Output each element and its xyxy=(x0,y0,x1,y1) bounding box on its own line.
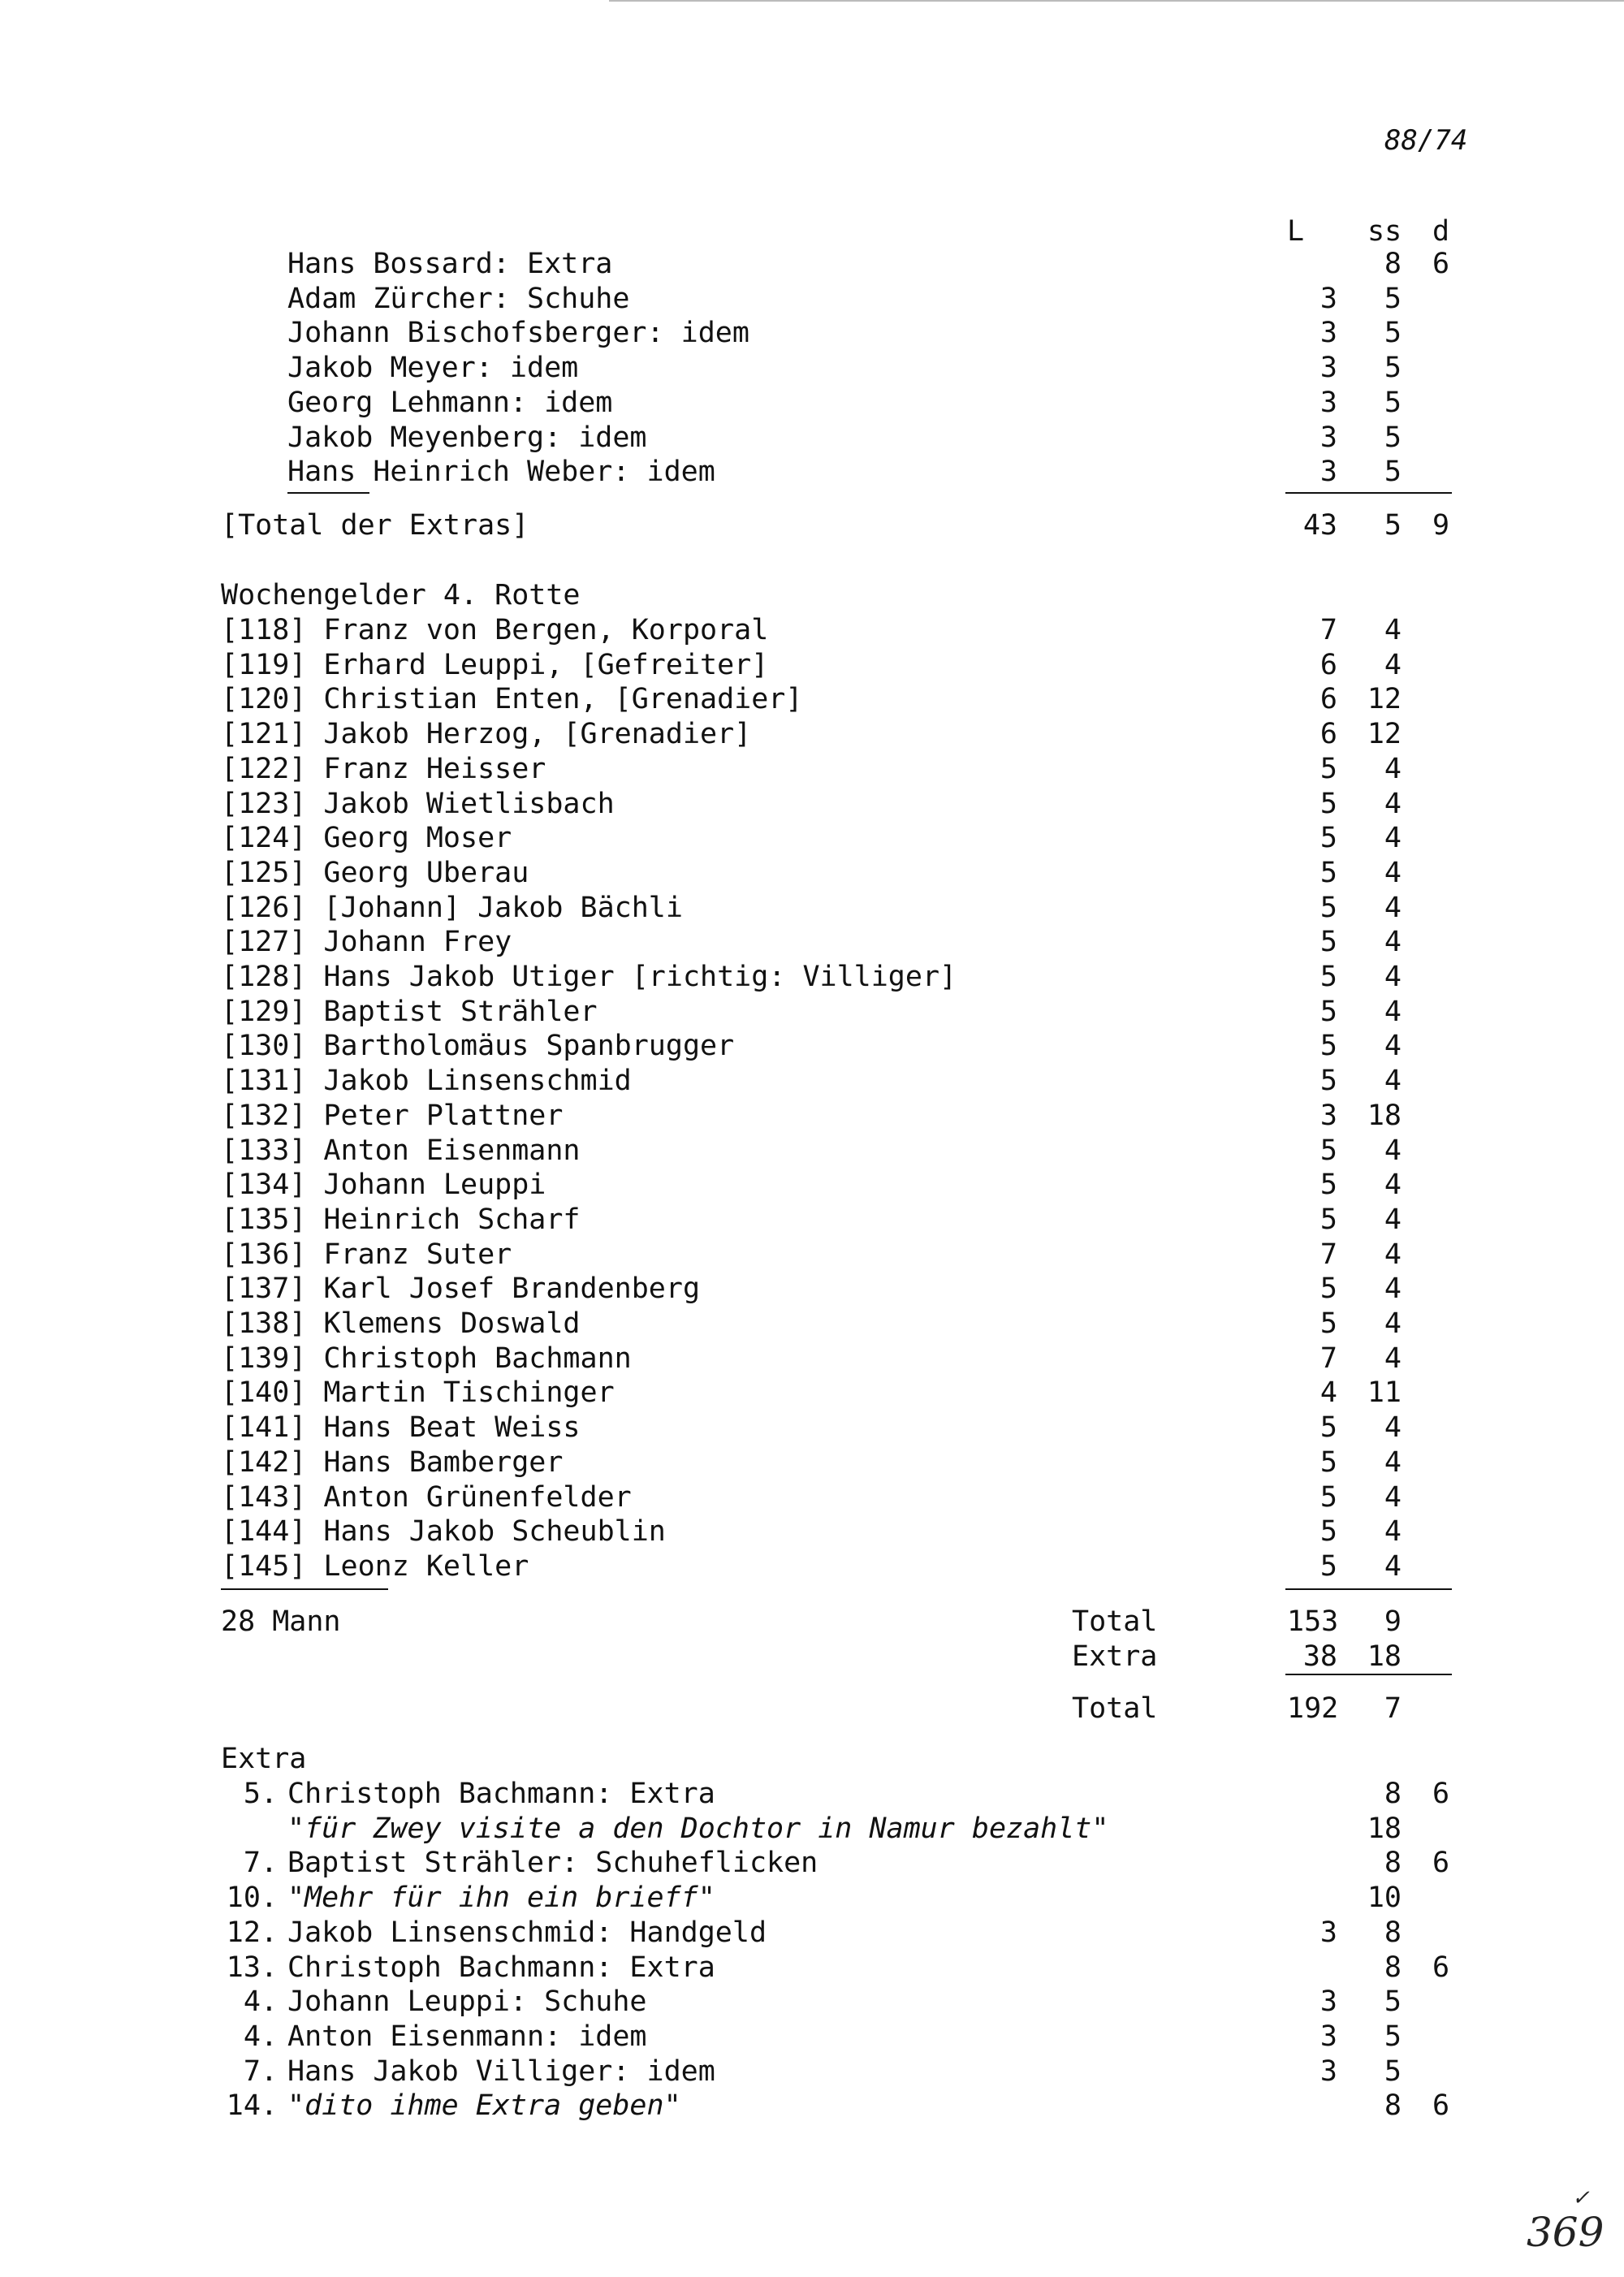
extras-top-text: Adam Zürcher: Schuhe xyxy=(287,283,630,315)
rotte-entry: [132] Peter Plattner xyxy=(221,1100,564,1132)
extras-top-l: 3 xyxy=(1320,317,1337,349)
rotte-rule-left xyxy=(221,1588,388,1590)
rotte-ss: 18 xyxy=(1367,1100,1402,1132)
rotte-l: 6 xyxy=(1320,683,1337,715)
rotte-l: 5 xyxy=(1320,1481,1337,1514)
rotte-l: 5 xyxy=(1320,1515,1337,1548)
extras-top-l: 3 xyxy=(1320,283,1337,315)
rotte-ss: 4 xyxy=(1384,1481,1402,1514)
rotte-l: 6 xyxy=(1320,718,1337,750)
rotte-l: 5 xyxy=(1320,996,1337,1028)
extras-bottom-num: 4. xyxy=(243,2020,278,2053)
sum-label: Total xyxy=(1072,1692,1158,1725)
rotte-rule-right xyxy=(1285,1588,1452,1590)
rotte-l: 4 xyxy=(1320,1376,1337,1409)
extras-top-text: Georg Lehmann: idem xyxy=(287,387,613,419)
rotte-ss: 4 xyxy=(1384,649,1402,681)
header-ss: ss xyxy=(1367,215,1402,248)
rotte-entry: [126] [Johann] Jakob Bächli xyxy=(221,892,683,924)
mann-count: 28 Mann xyxy=(221,1605,341,1638)
rotte-l: 6 xyxy=(1320,649,1337,681)
rotte-ss: 4 xyxy=(1384,857,1402,889)
rotte-entry: [144] Hans Jakob Scheublin xyxy=(221,1515,666,1548)
rotte-l: 5 xyxy=(1320,857,1337,889)
extras-bottom-ss: 8 xyxy=(1384,2089,1402,2122)
rotte-entry: [128] Hans Jakob Utiger [richtig: Villiger] xyxy=(221,961,957,993)
sum-l: 192 xyxy=(1287,1692,1339,1725)
rotte-ss: 4 xyxy=(1384,822,1402,854)
rotte-entry: [120] Christian Enten, [Grenadier] xyxy=(221,683,803,715)
sum-l: 153 xyxy=(1287,1605,1339,1638)
extras-bottom-text: Hans Jakob Villiger: idem xyxy=(287,2055,715,2088)
extras-bottom-ss: 8 xyxy=(1384,1916,1402,1949)
rotte-ss: 4 xyxy=(1384,1238,1402,1271)
rotte-ss: 4 xyxy=(1384,1515,1402,1548)
rotte-l: 5 xyxy=(1320,1065,1337,1097)
total-extras-ss: 5 xyxy=(1384,509,1402,542)
rotte-ss: 4 xyxy=(1384,926,1402,958)
extras-top-ss: 5 xyxy=(1384,456,1402,488)
extras-bottom-d: 6 xyxy=(1432,2089,1450,2122)
rotte-ss: 4 xyxy=(1384,753,1402,785)
rotte-ss: 4 xyxy=(1384,1065,1402,1097)
extras-top-l: 3 xyxy=(1320,421,1337,454)
extras-top-text: Jakob Meyenberg: idem xyxy=(287,421,647,454)
rotte-l: 5 xyxy=(1320,1030,1337,1062)
extras-top-ss: 5 xyxy=(1384,421,1402,454)
page-reference: 88/74 xyxy=(1384,124,1468,157)
rotte-ss: 4 xyxy=(1384,1342,1402,1375)
extras-bottom-text: Jakob Linsenschmid: Handgeld xyxy=(287,1916,767,1949)
rotte-ss: 12 xyxy=(1367,718,1402,750)
extras-bottom-l: 3 xyxy=(1320,1985,1337,2018)
rotte-l: 7 xyxy=(1320,1238,1337,1271)
extras-bottom-text: Baptist Strähler: Schuheflicken xyxy=(287,1847,818,1879)
extras-bottom-ss: 5 xyxy=(1384,2055,1402,2088)
extras-bottom-text: Christoph Bachmann: Extra xyxy=(287,1778,715,1810)
rotte-ss: 4 xyxy=(1384,788,1402,820)
extra-title: Extra xyxy=(221,1743,307,1775)
extras-bottom-l: 3 xyxy=(1320,2055,1337,2088)
rotte-entry: [142] Hans Bamberger xyxy=(221,1446,564,1479)
rotte-entry: [138] Klemens Doswald xyxy=(221,1307,581,1340)
extras-bottom-num: 12. xyxy=(226,1916,278,1949)
extras-top-ss: 5 xyxy=(1384,387,1402,419)
rotte-entry: [141] Hans Beat Weiss xyxy=(221,1411,581,1444)
rotte-entry: [136] Franz Suter xyxy=(221,1238,512,1271)
rotte-entry: [121] Jakob Herzog, [Grenadier] xyxy=(221,718,752,750)
section-title: Wochengelder 4. Rotte xyxy=(221,579,581,611)
rotte-ss: 4 xyxy=(1384,996,1402,1028)
sum-label: Extra xyxy=(1072,1640,1158,1673)
rotte-ss: 4 xyxy=(1384,1203,1402,1236)
rotte-entry: [122] Franz Heisser xyxy=(221,753,546,785)
rotte-ss: 4 xyxy=(1384,1030,1402,1062)
rotte-entry: [134] Johann Leuppi xyxy=(221,1169,546,1201)
rotte-ss: 11 xyxy=(1367,1376,1402,1409)
checkmark-icon: ✓ xyxy=(1572,2186,1590,2210)
rotte-entry: [124] Georg Moser xyxy=(221,822,512,854)
rotte-ss: 4 xyxy=(1384,1169,1402,1201)
sum-label: Total xyxy=(1072,1605,1158,1638)
rotte-l: 5 xyxy=(1320,892,1337,924)
extras-bottom-l: 3 xyxy=(1320,2020,1337,2053)
sum-ss: 9 xyxy=(1384,1605,1402,1638)
total-extras-d: 9 xyxy=(1432,509,1450,542)
rotte-ss: 4 xyxy=(1384,1134,1402,1167)
extras-bottom-num: 14. xyxy=(226,2089,278,2122)
rotte-l: 5 xyxy=(1320,788,1337,820)
rotte-entry: [135] Heinrich Scharf xyxy=(221,1203,581,1236)
extras-top-text: Jakob Meyer: idem xyxy=(287,352,579,384)
sum-l: 38 xyxy=(1302,1640,1337,1673)
extras-top-rule-right xyxy=(1285,492,1452,494)
rotte-l: 5 xyxy=(1320,822,1337,854)
handwritten-page-mark: 369 xyxy=(1527,2209,1605,2256)
rotte-l: 5 xyxy=(1320,1272,1337,1305)
extras-top-d: 6 xyxy=(1432,248,1450,280)
extras-bottom-l: 3 xyxy=(1320,1916,1337,1949)
rotte-l: 5 xyxy=(1320,926,1337,958)
rotte-ss: 4 xyxy=(1384,614,1402,646)
extras-bottom-num: 4. xyxy=(243,1985,278,2018)
extras-bottom-d: 6 xyxy=(1432,1847,1450,1879)
sum-ss: 7 xyxy=(1384,1692,1402,1725)
rotte-l: 5 xyxy=(1320,1134,1337,1167)
rotte-entry: [119] Erhard Leuppi, [Gefreiter] xyxy=(221,649,769,681)
rotte-l: 5 xyxy=(1320,1169,1337,1201)
rotte-entry: [137] Karl Josef Brandenberg xyxy=(221,1272,701,1305)
rotte-ss: 4 xyxy=(1384,1307,1402,1340)
extras-bottom-num: 5. xyxy=(243,1778,278,1810)
rotte-entry: [131] Jakob Linsenschmid xyxy=(221,1065,632,1097)
extras-bottom-text: Christoph Bachmann: Extra xyxy=(287,1951,715,1984)
rotte-entry: [123] Jakob Wietlisbach xyxy=(221,788,615,820)
rotte-l: 5 xyxy=(1320,1307,1337,1340)
header-l: L xyxy=(1287,215,1305,248)
rotte-ss: 4 xyxy=(1384,961,1402,993)
extras-top-text: Hans Heinrich Weber: idem xyxy=(287,456,715,488)
extras-bottom-d: 6 xyxy=(1432,1951,1450,1984)
rotte-entry: [143] Anton Grünenfelder xyxy=(221,1481,632,1514)
total-extras-label: [Total der Extras] xyxy=(221,509,529,542)
extras-bottom-ss: 5 xyxy=(1384,2020,1402,2053)
rotte-ss: 12 xyxy=(1367,683,1402,715)
total-extras-l: 43 xyxy=(1302,509,1337,542)
rotte-l: 5 xyxy=(1320,1550,1337,1583)
extras-bottom-num: 13. xyxy=(226,1951,278,1984)
extras-top-l: 3 xyxy=(1320,387,1337,419)
extras-bottom-ss: 5 xyxy=(1384,1985,1402,2018)
extras-top-text: Hans Bossard: Extra xyxy=(287,248,613,280)
rotte-entry: [139] Christoph Bachmann xyxy=(221,1342,632,1375)
rotte-entry: [145] Leonz Keller xyxy=(221,1550,529,1583)
extras-bottom-num: 7. xyxy=(243,2055,278,2088)
top-edge-line xyxy=(609,0,1624,2)
extras-top-rule-left xyxy=(287,492,369,494)
rotte-ss: 4 xyxy=(1384,1446,1402,1479)
rotte-entry: [125] Georg Uberau xyxy=(221,857,529,889)
extras-top-text: Johann Bischofsberger: idem xyxy=(287,317,749,349)
rotte-ss: 4 xyxy=(1384,1272,1402,1305)
rotte-l: 7 xyxy=(1320,614,1337,646)
extras-bottom-ss: 8 xyxy=(1384,1847,1402,1879)
rotte-entry: [133] Anton Eisenmann xyxy=(221,1134,581,1167)
rotte-ss: 4 xyxy=(1384,1550,1402,1583)
extras-top-l: 3 xyxy=(1320,352,1337,384)
rotte-l: 5 xyxy=(1320,1446,1337,1479)
extras-bottom-ss: 8 xyxy=(1384,1778,1402,1810)
extras-bottom-ss: 8 xyxy=(1384,1951,1402,1984)
rotte-l: 7 xyxy=(1320,1342,1337,1375)
rotte-l: 5 xyxy=(1320,1411,1337,1444)
rotte-l: 5 xyxy=(1320,753,1337,785)
rotte-entry: [118] Franz von Bergen, Korporal xyxy=(221,614,769,646)
extras-top-ss: 8 xyxy=(1384,248,1402,280)
rotte-entry: [140] Martin Tischinger xyxy=(221,1376,615,1409)
rotte-l: 3 xyxy=(1320,1100,1337,1132)
rotte-ss: 4 xyxy=(1384,1411,1402,1444)
extras-top-ss: 5 xyxy=(1384,352,1402,384)
extras-bottom-quote: "dito ihme Extra geben" xyxy=(287,2089,681,2122)
extras-bottom-ss: 18 xyxy=(1367,1813,1402,1845)
extras-bottom-d: 6 xyxy=(1432,1778,1450,1810)
extras-bottom-num: 7. xyxy=(243,1847,278,1879)
sum-ss: 18 xyxy=(1367,1640,1402,1673)
header-d: d xyxy=(1432,215,1450,248)
extras-bottom-quote: "Mehr für ihn ein brieff" xyxy=(287,1882,715,1914)
extras-bottom-text: Johann Leuppi: Schuhe xyxy=(287,1985,647,2018)
rotte-ss: 4 xyxy=(1384,892,1402,924)
rotte-l: 5 xyxy=(1320,961,1337,993)
extras-top-ss: 5 xyxy=(1384,283,1402,315)
rotte-l: 5 xyxy=(1320,1203,1337,1236)
extras-bottom-ss: 10 xyxy=(1367,1882,1402,1914)
rotte-entry: [129] Baptist Strähler xyxy=(221,996,598,1028)
extras-top-l: 3 xyxy=(1320,456,1337,488)
rotte-entry: [127] Johann Frey xyxy=(221,926,512,958)
extras-bottom-text: Anton Eisenmann: idem xyxy=(287,2020,647,2053)
rotte-entry: [130] Bartholomäus Spanbrugger xyxy=(221,1030,735,1062)
extras-top-ss: 5 xyxy=(1384,317,1402,349)
extras-bottom-quote: "für Zwey visite a den Dochtor in Namur bezahlt" xyxy=(287,1813,1109,1845)
extras-bottom-num: 10. xyxy=(226,1882,278,1914)
sums-rule-1 xyxy=(1285,1674,1452,1675)
